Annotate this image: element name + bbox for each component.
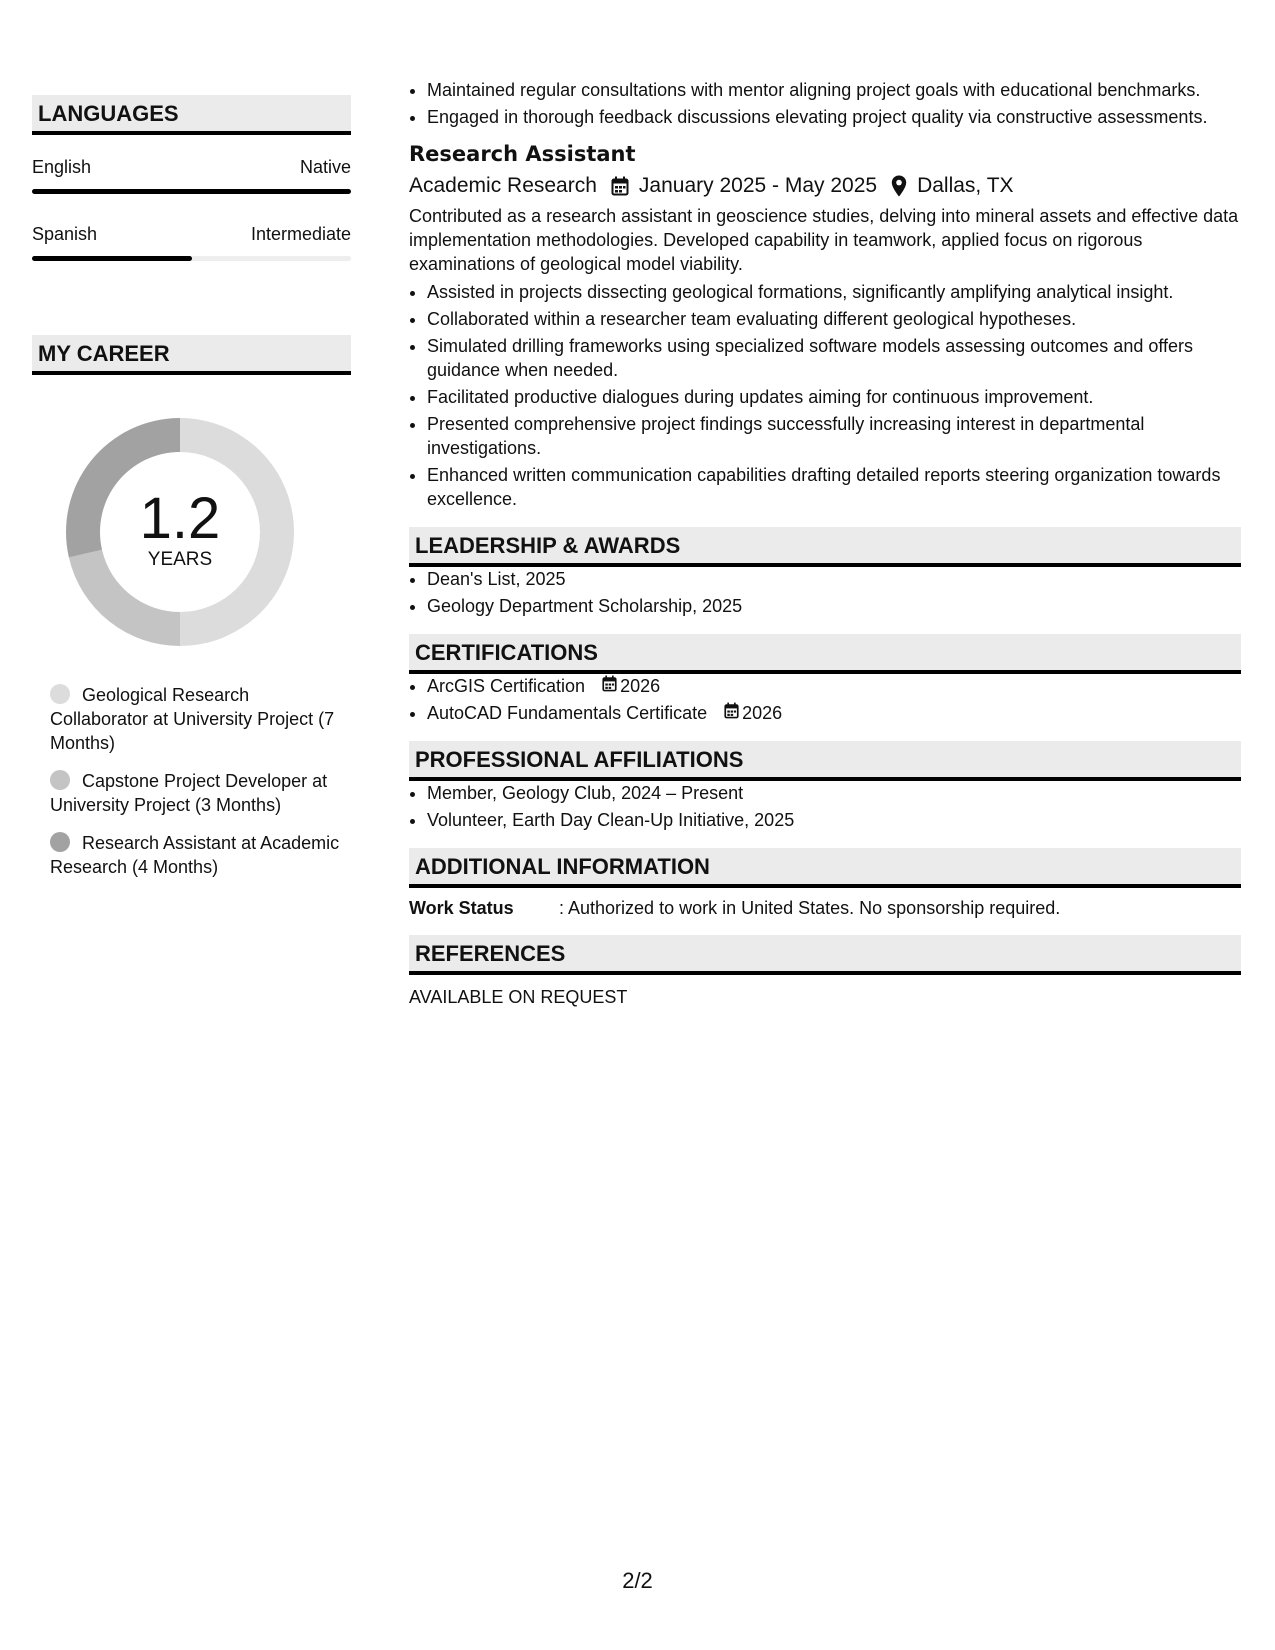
list-item: • Member, Geology Club, 2024 – Present	[427, 781, 1241, 805]
map-pin-icon	[891, 175, 907, 197]
calendar-icon	[602, 674, 620, 698]
list-item: • Engaged in thorough feedback discussions elevating project quality via constructive assessments.	[427, 105, 1241, 129]
job-dates: January 2025 - May 2025	[638, 174, 878, 197]
career-unit-label: YEARS	[147, 549, 213, 570]
career-header: MY CAREER	[32, 335, 351, 375]
legend-dot-icon	[50, 770, 70, 790]
awards-header: LEADERSHIP & AWARDS	[409, 527, 1241, 567]
calendar-icon	[724, 701, 742, 725]
legend-dot-icon	[50, 684, 70, 704]
affiliations-list	[409, 781, 1241, 832]
awards-list	[409, 567, 1241, 618]
language-proficiency-bar	[32, 256, 351, 261]
list-item: • Collaborated within a researcher team evaluating different geological hypotheses.	[427, 307, 1241, 331]
legend-label: Capstone Project Developer at University Project (3 Months)	[50, 771, 328, 815]
career-total-years: 1.2	[139, 486, 221, 551]
list-item: • Facilitated productive dialogues during updates aiming for continuous improvement.	[427, 385, 1241, 409]
legend-item	[50, 683, 340, 755]
legend-item	[50, 831, 340, 879]
language-level: Native	[299, 157, 351, 177]
list-item: • Presented comprehensive project findings successfully increasing interest in departmental investigations.	[427, 412, 1241, 460]
list-item: • Enhanced written communication capabilities drafting detailed reports steering organization towards excellence.	[427, 463, 1241, 511]
languages-header: LANGUAGES	[32, 95, 351, 135]
language-proficiency-bar	[32, 189, 351, 194]
references-header: REFERENCES	[409, 935, 1241, 975]
work-status-row	[409, 898, 1241, 919]
job-location: Dallas, TX	[917, 174, 1014, 197]
right-column	[409, 78, 1241, 1008]
list-item: • Volunteer, Earth Day Clean-Up Initiative, 2025	[427, 808, 1241, 832]
language-item	[32, 224, 351, 261]
job-meta	[409, 174, 1241, 198]
job-title: Research Assistant	[409, 142, 636, 166]
list-item	[427, 701, 1241, 725]
legend-item	[50, 769, 340, 817]
work-status-value: : Authorized to work in United States. No sponsorship required.	[559, 898, 1061, 918]
legend-dot-icon	[50, 832, 70, 852]
language-name: English	[32, 157, 92, 177]
certification-name: ArcGIS Certification	[427, 676, 586, 696]
affiliations-header: PROFESSIONAL AFFILIATIONS	[409, 741, 1241, 781]
list-item: • Simulated drilling frameworks using specialized software models assessing outcomes and offers guidance when needed.	[427, 334, 1241, 382]
list-item: • Assisted in projects dissecting geological formations, significantly amplifying analytical insight.	[427, 280, 1241, 304]
certifications-header: CERTIFICATIONS	[409, 634, 1241, 674]
calendar-icon	[611, 176, 629, 196]
list-item: • Maintained regular consultations with mentor aligning project goals with educational benchmarks.	[427, 78, 1241, 102]
previous-job-bullets	[409, 78, 1241, 129]
job-bullets	[409, 280, 1241, 511]
page-number: 2/2	[622, 1568, 653, 1593]
work-status-label: Work Status	[409, 898, 514, 918]
legend-label: Geological Research Collaborator at University Project (7 Months)	[50, 685, 335, 753]
list-item	[427, 674, 1241, 698]
language-proficiency-fill	[32, 256, 192, 261]
career-donut-chart	[65, 417, 295, 647]
certification-year: 2026	[742, 703, 783, 723]
job-description: Contributed as a research assistant in geoscience studies, delving into mineral assets and effective data implementation methodologies. Developed capability in teamwork, applied focus on rigorous examinations of geological model viability.	[409, 206, 1239, 274]
language-item	[32, 157, 351, 194]
legend-label: Research Assistant at Academic Research (4 Months)	[50, 833, 340, 877]
additional-info-header: ADDITIONAL INFORMATION	[409, 848, 1241, 888]
certifications-list	[409, 674, 1241, 725]
language-proficiency-fill	[32, 189, 351, 194]
career-legend	[50, 683, 340, 879]
references-text: AVAILABLE ON REQUEST	[409, 987, 628, 1007]
job-company: Academic Research	[409, 174, 597, 197]
language-name: Spanish	[32, 224, 98, 244]
certification-year: 2026	[620, 676, 661, 696]
list-item: • Geology Department Scholarship, 2025	[427, 594, 1241, 618]
left-column	[32, 95, 351, 893]
list-item: • Dean's List, 2025	[427, 567, 1241, 591]
language-level: Intermediate	[250, 224, 351, 244]
certification-name: AutoCAD Fundamentals Certificate	[427, 703, 708, 723]
